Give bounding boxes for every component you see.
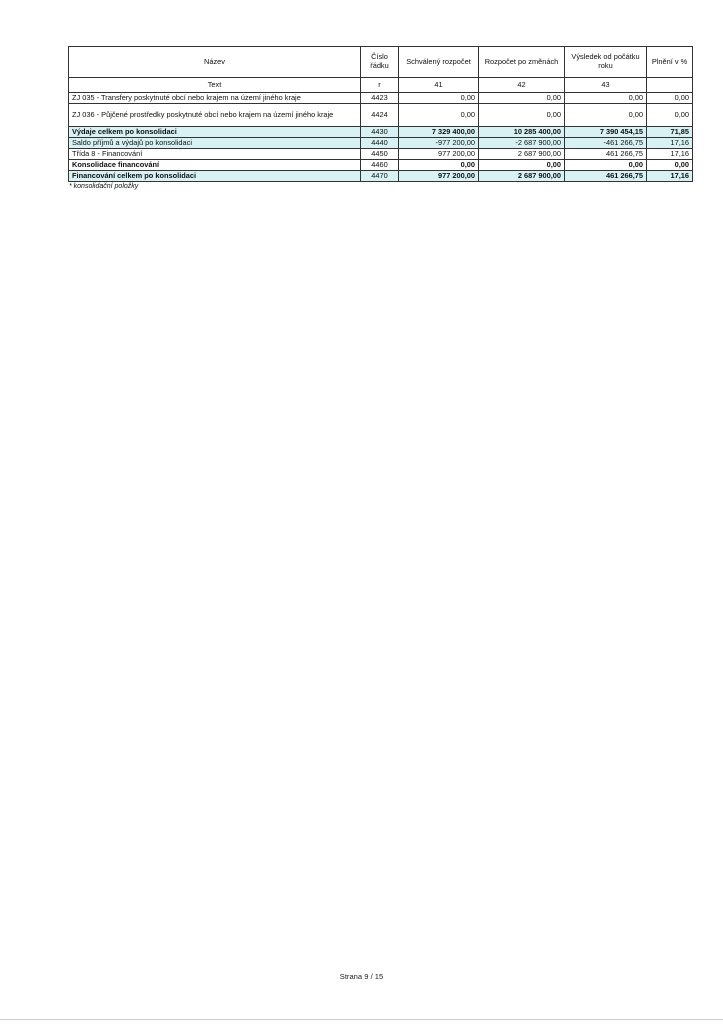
row-after-changes: 0,00 [479, 93, 565, 104]
row-percent: 17,16 [647, 149, 693, 160]
col-header-code: Číslo řádku [361, 47, 399, 78]
report-sheet [68, 46, 692, 190]
index-code: r [361, 78, 399, 93]
row-name: ZJ 036 - Půjčené prostředky poskytnuté obcí nebo krajem na území jiného kraje [69, 104, 361, 127]
row-code: 4450 [361, 149, 399, 160]
table-row [69, 160, 693, 171]
row-result: 461 266,75 [565, 149, 647, 160]
col-header-name: Název [69, 47, 361, 78]
col-header-approved: Schválený rozpočet [399, 47, 479, 78]
col-header-result: Výsledek od počátku roku [565, 47, 647, 78]
row-name: Saldo příjmů a výdajů po konsolidaci [69, 138, 361, 149]
row-result: 0,00 [565, 160, 647, 171]
row-code: 4430 [361, 127, 399, 138]
row-result: 461 266,75 [565, 171, 647, 182]
row-approved: 0,00 [399, 104, 479, 127]
row-approved: 7 329 400,00 [399, 127, 479, 138]
page-bottom-rule [0, 1019, 723, 1020]
index-after-changes: 42 [479, 78, 565, 93]
index-name: Text [69, 78, 361, 93]
footnote: * konsolidační položky [69, 183, 139, 190]
table-row [69, 149, 693, 160]
row-approved: 0,00 [399, 93, 479, 104]
row-percent: 17,16 [647, 138, 693, 149]
index-result: 43 [565, 78, 647, 93]
header-row [69, 47, 693, 78]
table-row [69, 127, 693, 138]
row-code: 4460 [361, 160, 399, 171]
row-code: 4423 [361, 93, 399, 104]
row-result: 0,00 [565, 93, 647, 104]
row-result: 7 390 454,15 [565, 127, 647, 138]
table-row [69, 104, 693, 127]
row-percent: 0,00 [647, 160, 693, 171]
row-name: Konsolidace financování [69, 160, 361, 171]
budget-table [68, 46, 693, 182]
row-code: 4440 [361, 138, 399, 149]
row-percent: 0,00 [647, 104, 693, 127]
row-after-changes: 2 687 900,00 [479, 171, 565, 182]
row-percent: 17,16 [647, 171, 693, 182]
row-code: 4470 [361, 171, 399, 182]
row-code: 4424 [361, 104, 399, 127]
index-percent [647, 78, 693, 93]
row-name: ZJ 035 - Transfery poskytnuté obcí nebo krajem na území jiného kraje [69, 93, 361, 104]
row-approved: 977 200,00 [399, 149, 479, 160]
index-approved: 41 [399, 78, 479, 93]
row-approved: -977 200,00 [399, 138, 479, 149]
row-name: Výdaje celkem po konsolidaci [69, 127, 361, 138]
row-percent: 0,00 [647, 93, 693, 104]
page-number: Strana 9 / 15 [339, 972, 384, 981]
row-result: -461 266,75 [565, 138, 647, 149]
table-row [69, 171, 693, 182]
col-header-percent: Plnění v % [647, 47, 693, 78]
col-header-after-changes: Rozpočet po změnách [479, 47, 565, 78]
row-name: Financování celkem po konsolidaci [69, 171, 361, 182]
row-percent: 71,85 [647, 127, 693, 138]
table-row [69, 93, 693, 104]
row-after-changes: 10 285 400,00 [479, 127, 565, 138]
row-name: Třída 8 - Financování [69, 149, 361, 160]
row-approved: 977 200,00 [399, 171, 479, 182]
table-row [69, 138, 693, 149]
row-after-changes: 0,00 [479, 104, 565, 127]
row-after-changes: 0,00 [479, 160, 565, 171]
row-after-changes: -2 687 900,00 [479, 138, 565, 149]
row-result: 0,00 [565, 104, 647, 127]
index-row [69, 78, 693, 93]
row-after-changes: 2 687 900,00 [479, 149, 565, 160]
row-approved: 0,00 [399, 160, 479, 171]
